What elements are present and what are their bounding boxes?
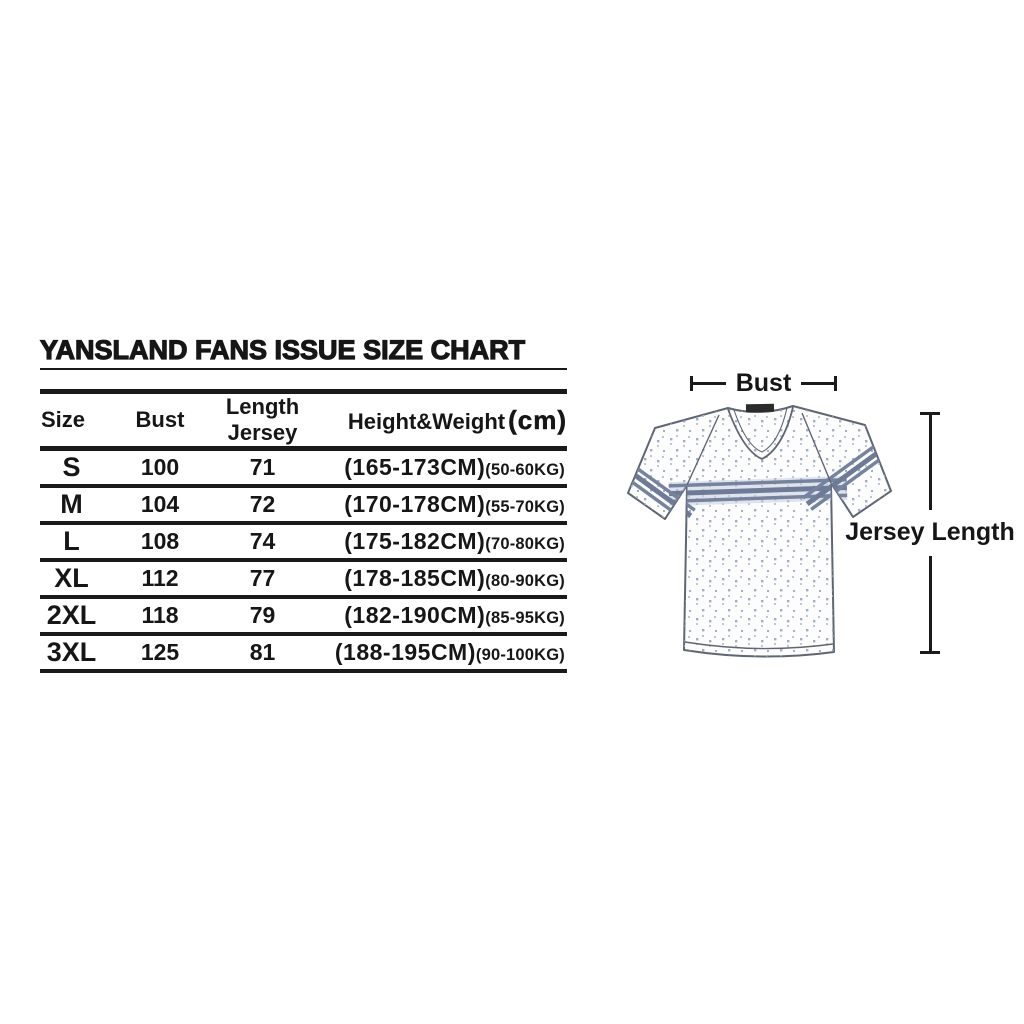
size-cell: L: [63, 525, 80, 556]
length-cell: 71: [249, 453, 276, 480]
measure-line-upper: [929, 415, 932, 510]
jersey-length-label: Jersey Length: [845, 518, 1015, 547]
bust-label: Bust: [735, 368, 792, 397]
weight-range: (50-60KG): [485, 460, 565, 479]
bust-cell: 112: [141, 564, 179, 591]
height-range: (188-195CM): [334, 638, 476, 665]
title-underline: [40, 368, 567, 370]
length-cell: 81: [249, 638, 276, 665]
length-cell: 72: [249, 490, 276, 517]
height-range: (165-173CM): [344, 453, 486, 480]
weight-range: (55-70KG): [485, 497, 565, 516]
weight-range: (85-95KG): [485, 608, 565, 627]
size-cell: M: [60, 488, 83, 519]
height-weight-cell: [320, 634, 567, 671]
weight-range: (80-90KG): [485, 571, 565, 590]
size-cell: S: [62, 451, 81, 482]
table-row: [40, 486, 567, 523]
bust-cell: 118: [141, 601, 179, 628]
col-header-height-weight: [320, 392, 567, 449]
table-row: [40, 523, 567, 560]
table-row: [40, 597, 567, 634]
measure-tick-right: [834, 376, 837, 391]
weight-range: (70-80KG): [485, 534, 565, 553]
height-range: (178-185CM): [344, 564, 486, 591]
size-cell: 3XL: [46, 636, 97, 667]
bust-cell: 104: [140, 490, 180, 517]
height-range: (175-182CM): [344, 527, 486, 554]
col-header-bust: Bust: [135, 407, 185, 432]
table-row: [40, 560, 567, 597]
bust-cell: 100: [140, 453, 180, 480]
jersey-length-measurement: [845, 412, 1015, 654]
size-cell: 2XL: [46, 599, 97, 630]
weight-range: (90-100KG): [475, 645, 565, 664]
table-row: [40, 634, 567, 671]
height-weight-cell: [320, 523, 567, 560]
measure-tick-bottom: [920, 651, 940, 654]
measure-line-lower: [929, 556, 932, 651]
measure-line-left: [693, 382, 726, 385]
bust-cell: 125: [140, 638, 180, 665]
height-weight-cell: [320, 597, 567, 634]
height-range: (182-190CM): [344, 601, 486, 628]
length-cell: 79: [249, 601, 276, 628]
length-cell: 77: [249, 564, 276, 591]
height-weight-cell: [320, 560, 567, 597]
page-title: YANSLAND FANS ISSUE SIZE CHART: [40, 335, 526, 365]
height-weight-label: Height&Weight: [347, 408, 506, 434]
table-header-row: [40, 392, 567, 449]
col-header-length-jersey: Length Jersey: [225, 394, 300, 445]
size-chart-table: [40, 389, 567, 673]
length-cell: 74: [249, 527, 276, 554]
size-cell: XL: [54, 562, 89, 593]
unit-cm-label: (cm): [508, 404, 567, 435]
measure-line-right: [801, 382, 834, 385]
height-range: (170-178CM): [344, 490, 486, 517]
col-header-size: Size: [41, 407, 86, 432]
neck-tag: [746, 404, 774, 412]
table-row: [40, 449, 567, 486]
bust-measurement: [690, 370, 837, 396]
bust-cell: 108: [140, 527, 180, 554]
height-weight-cell: [320, 486, 567, 523]
height-weight-cell: [320, 449, 567, 486]
